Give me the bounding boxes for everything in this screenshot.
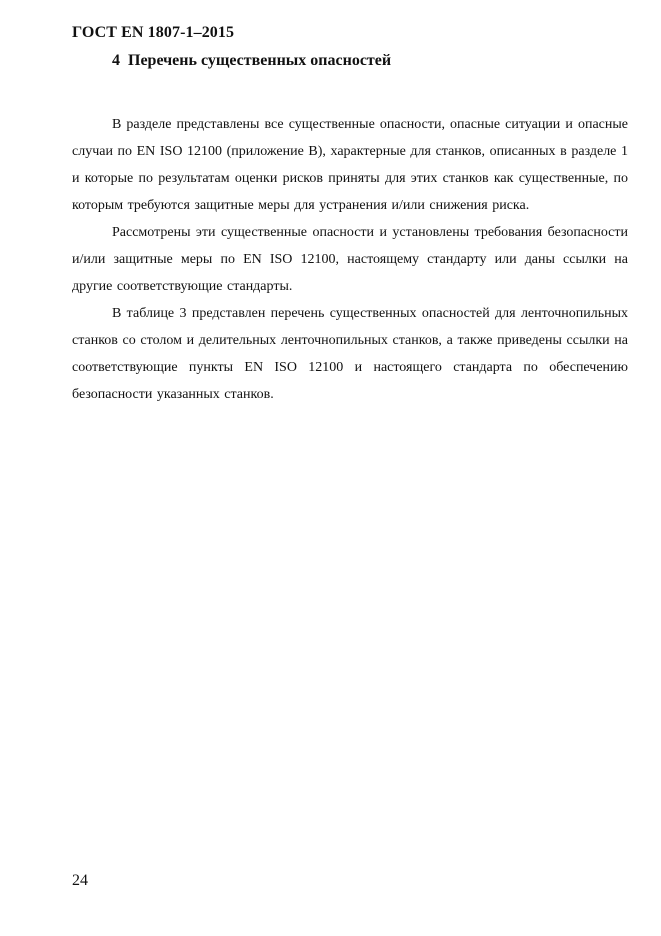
paragraph: Рассмотрены эти существенные опасности и установлены требования безопасности и/или защитные меры по EN ISO 12100, настоящему стандарту или даны ссылки на другие соответствующие стандарты. [72, 225, 628, 294]
section-heading [112, 52, 391, 70]
paragraph: В таблице 3 представлен перечень существенных опасностей для ленточнопильных станков со столом и делительных ленточнопильных станков, а также приведены ссылки на соответствующие пункты EN ISO 12100 и настоящего стандарта по обеспечению безопасности указанных станков. [72, 306, 628, 402]
body-text [72, 111, 628, 408]
page-number: 24 [72, 872, 88, 889]
document-code: ГОСТ EN 1807-1–2015 [72, 24, 235, 41]
section-title: Перечень существенных опасностей [128, 52, 392, 69]
section-number: 4 [112, 52, 120, 69]
paragraph: В разделе представлены все существенные опасности, опасные ситуации и опасные случаи по EN ISO 12100 (приложение B), характерные для станков, описанных в разделе 1 и которые по результатам оценки рисков приняты для этих станков как существенные, по которым требуются защитные меры для устранения и/или снижения риска. [72, 117, 628, 213]
